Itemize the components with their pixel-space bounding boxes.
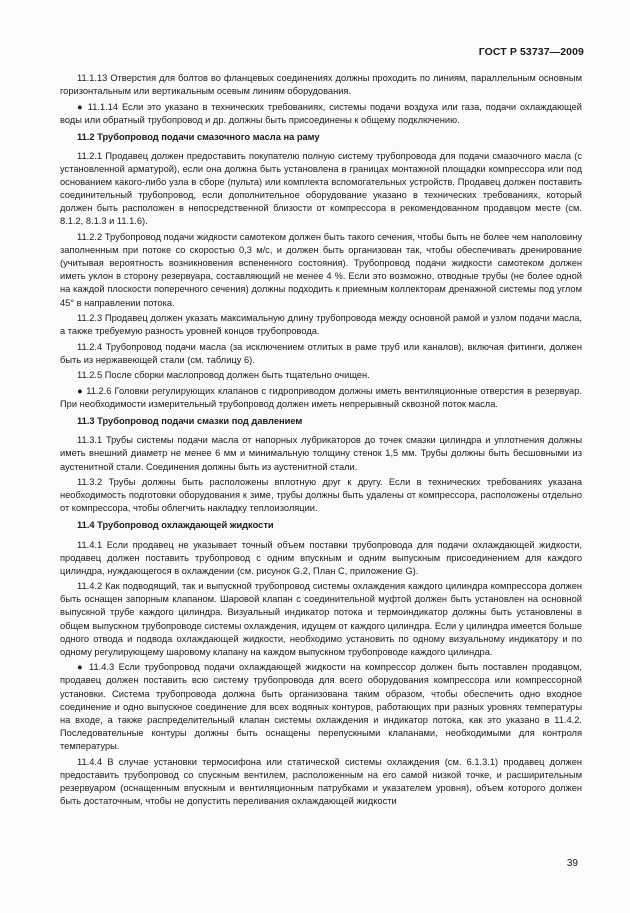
paragraph-11-1-13: 11.1.13 Отверстия для болтов во фланцевых соединениях должны проходить по линиям, параллельным основным горизонтальным или вертикальным осевым линиям оборудования.: [60, 73, 582, 97]
paragraph-11-2-5: 11.2.5 После сборки маслопровод должен быть тщательно очищен.: [77, 370, 370, 381]
paragraph-11-4-1: 11.4.1 Если продавец не указывает точный объем поставки трубопровода для подачи охлаждающей жидкости, продавец должен поставить трубопровод с одним впускным и одним выпускным присоединением для каждого цилиндра, нуждающегося в охлаждении (см. рисунок G.2, План С, приложение G).: [60, 539, 582, 576]
paragraph-11-1-14: ● 11.1.14 Если это указано в технических требованиях, системы подачи воздуха или газа, подачи охлаждающей воды или обратный трубопровод и др. должны быть присоединены к общему подключению.: [60, 101, 582, 125]
paragraph-11-3-1: 11.3.1 Трубы системы подачи масла от напорных лубрикаторов до точек смазки цилиндра и уплотнения должны иметь внешний диаметр не менее 6 мм и минимальную толщину стенок 1,5 мм. Трубы должны быть бесшовными из аустенитной стали. Соединения должны быть из аустенитной стали.: [60, 435, 582, 472]
section-heading-11-4: 11.4 Трубопровод охлаждающей жидкости: [77, 520, 274, 531]
paragraph-11-3-2: 11.3.2 Трубы должны быть расположены вплотную друг к другу. Если в технических требованиях указана необходимость подготовки оборудования к зиме, трубы должны быть удалены от компрессора, расположены отдельно от компрессора, чтобы облегчить накладку теплоизоляции.: [60, 477, 582, 514]
paragraph-11-4-2: 11.4.2 Как подводящий, так и выпускной трубопровод системы охлаждения каждого цилиндра компрессора должен быть оснащен запорным клапаном. Шаровой клапан с соединительной муфтой должен быть установлен на основной выпускной трубе каждого цилиндра. Визуальный индикатор потока и термоиндикатор должны быть установлены в общем выпускном трубопроводе системы охлаждения, идущем от каждого цилиндра. Если у цилиндра имеется больше одного отвода и подвода охлаждающей жидкости, необходимо установить по одному визуальному индикатору и по одному регулирующему шаровому клапану на каждом выпускном трубопроводе каждого цилиндра.: [60, 581, 582, 657]
paragraph-11-2-1: 11.2.1 Продавец должен предоставить покупателю полную систему трубопровода для подачи смазочного масла (с установленной арматурой), если она должна быть установлена в границах монтажной площадки компрессора или под основанием какого-либо узла в сборе (пульта) или комплекта вспомогательных устройств. Продавец должен поставить соединительный трубопровод, если дополнительное оборудование указано в технических требованиях, который должен быть расположен в непосредственной близости от компрессора в рекомендованном продавцом месте (см. 8.1.2, 8.1.3 и 11.1.6).: [60, 150, 582, 227]
paragraph-11-2-3: 11.2.3 Продавец должен указать максимальную длину трубопровода между основной рамой и узлом подачи масла, а также требуемую разность уровней концов трубопровода.: [60, 313, 582, 337]
section-heading-11-2: 11.2 Трубопровод подачи смазочного масла на раму: [77, 131, 320, 142]
page-number: 39: [566, 858, 578, 869]
paragraph-11-4-4: 11.4.4 В случае установки термосифона или статической системы охлаждения (см. 6.1.3.1) продавец должен предоставить трубопровод со спускным вентилем, расположенным на его самой низкой точке, и расширительным резервуаром (оснащенным впускным и вентиляционным патрубками и указателем уровня), объем которого должен быть достаточным, чтобы не допустить переливания охлаждающей жидкости: [60, 756, 582, 806]
section-heading-11-3: 11.3 Трубопровод подачи смазки под давлением: [77, 416, 303, 427]
paragraph-11-2-6: ● 11.2.6 Головки регулирующих клапанов с гидроприводом должны иметь вентиляционные отверстия в резервуар. При необходимости измерительный трубопровод должен иметь непрерывный сквозной поток масла.: [60, 386, 582, 410]
standard-code-header: ГОСТ Р 53737—2009: [478, 46, 584, 58]
paragraph-11-4-3: ● 11.4.3 Если трубопровод подачи охлаждающей жидкости на компрессор должен быть поставлен продавцом, продавец должен поставить всю систему трубопровода для всего оборудования компрессора или компрессорной установки. Система трубопровода должна быть организована таким образом, чтобы обеспечить одно входное соединение и одно выпускное соединение для всех водяных контуров, работающих при разных уровнях температуры на входе, а также распределительный клапан системы охлаждения и индикатор потока, как это указано в 11.4.2. Последовательные контуры должны быть оснащены перепускными клапанами, необходимыми для контроля температуры.: [60, 662, 582, 751]
paragraph-11-2-2: 11.2.2 Трубопровод подачи жидкости самотеком должен быть такого сечения, чтобы быть не более чем наполовину заполненным при потоке со скоростью 0,3 м/с, и должен быть организован так, чтобы обеспечивать дренирование (учитывая вероятность возникновения вспененного состояния). Трубопровод подачи жидкости самотеком должен иметь уклон в сторону резервуара, составляющий не менее 4 %. Если это возможно, отводные трубы (не более одной на каждой плоскости поперечного сечения) должны подходить к приемным коллекторам дренажной системы под углом 45° в направлении потока.: [60, 232, 582, 308]
paragraph-11-2-4: 11.2.4 Трубопровод подачи масла (за исключением отлитых в раме труб или каналов), включая фитинги, должен быть из нержавеющей стали (см. таблицу 6).: [60, 341, 582, 365]
document-body: [60, 72, 582, 810]
